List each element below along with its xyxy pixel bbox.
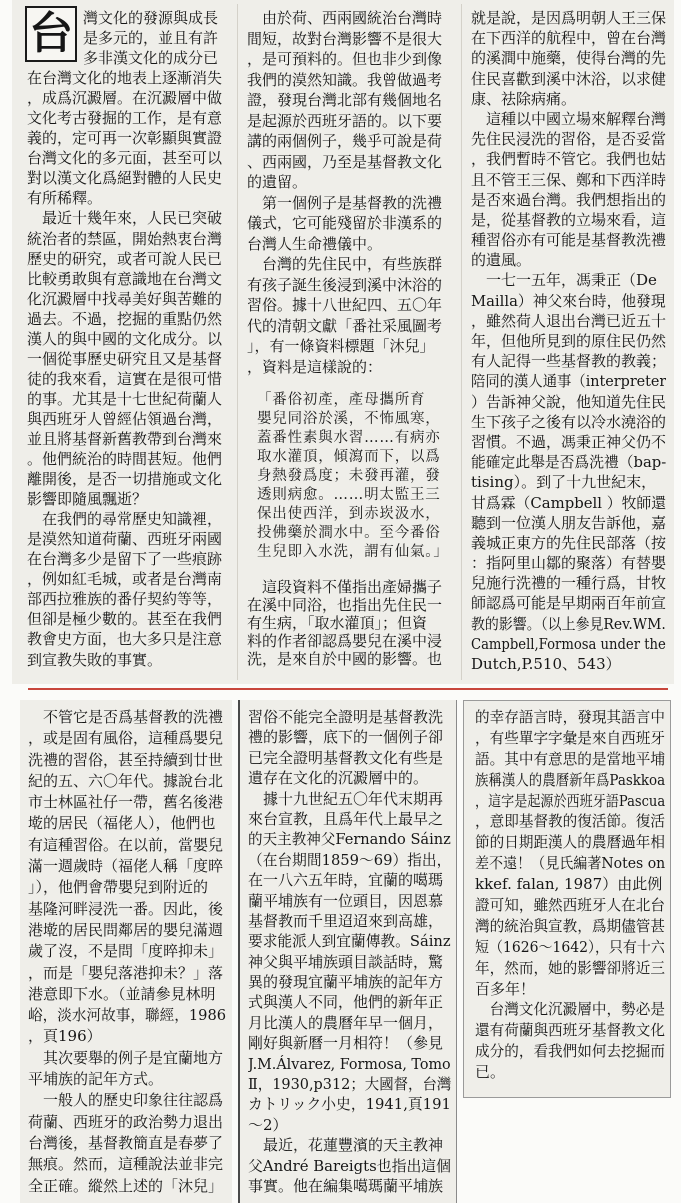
text-line: 節的日期距漢人的農曆過年相 xyxy=(475,833,665,852)
text-line: 灣文化的發源與成長 xyxy=(83,9,219,27)
text-line: 間短，故對台灣影響不是很大 xyxy=(247,29,443,48)
text-line: 有所稀釋。 xyxy=(27,189,103,208)
text-line: 義城正東方的先住民部落（按 xyxy=(471,533,666,552)
text-line: 徒的我來看，這實在是很可惜 xyxy=(27,369,223,388)
text-line: 台灣的先住民中，有些族群 xyxy=(247,255,443,273)
column-top-middle xyxy=(247,8,450,668)
text-line: 我們的漠然知識。我曾做過考 xyxy=(247,70,443,89)
text-line: 蘭平埔族有一位頭目，因恩慕 xyxy=(248,891,444,910)
text-line: 無痕。然而，這種說法並非完 xyxy=(28,1155,224,1174)
text-line: 一個從事歷史研究且又是基督 xyxy=(27,349,223,368)
text-line: 與西班牙人曾經佔領過台灣， xyxy=(27,409,223,428)
text-line: ，成爲沉澱層。在沉澱層中做 xyxy=(27,89,223,108)
text-line: 在台灣多少是留下了一些痕跡 xyxy=(27,550,223,569)
text-line: 式與漢人不同，他們的新年正 xyxy=(248,993,444,1012)
text-line: 兒施行洗禮的一種行爲，甘牧 xyxy=(471,574,666,593)
text-line: 講的兩個例子，幾乎可說是荷 xyxy=(247,132,443,150)
text-line: ：指阿里山鄒的聚落）有替嬰 xyxy=(471,554,666,573)
text-line: 代的清朝文獻「番社采風圖考 xyxy=(247,316,443,335)
text-line: 是多元的，並且有許 xyxy=(83,29,219,48)
text-line: 過去。不過，挖掘的重點仍然 xyxy=(27,309,223,328)
text-line: 影響即隨風飄逝？ xyxy=(27,490,148,509)
text-line: 來台宣教，且爲年代上最早之 xyxy=(248,809,444,828)
column-bottom-middle xyxy=(248,707,451,1196)
text-line: カトリック小史，1941,頁191 xyxy=(248,1095,451,1114)
text-line: 有人記得一些基督教的教義； xyxy=(471,352,666,371)
text-line: 最近，花蓮豐濱的天主教神 xyxy=(248,1136,444,1155)
text-line: 、西兩國，乃至是基督教文化 xyxy=(247,152,443,171)
quote-line: 身熱發爲度；未發再灌，發 xyxy=(257,468,441,484)
text-line: 禮的影響，底下的一個例子卻 xyxy=(248,728,444,747)
text-line: 據十九世紀五〇年代末期再 xyxy=(248,789,444,808)
text-line: 墘的居民（福佬人），他們也 xyxy=(28,814,216,833)
text-line: 對以漢文化爲絕對體的人民史 xyxy=(27,169,223,188)
text-line: 教會史方面，也大多只是注意 xyxy=(27,630,223,649)
text-line: 港墘的居民問鄰居的嬰兒滿週 xyxy=(28,920,224,939)
text-line: 台灣文化沉澱層中，勢必是 xyxy=(475,1000,665,1019)
text-line: 統治者的禁區，開始熱衷台灣 xyxy=(27,229,223,248)
text-line: 先住民浸洗的習俗，是否妥當 xyxy=(471,130,666,149)
text-line: 習俗不能完全證明是基督教洗 xyxy=(248,708,444,726)
text-line: 離開後，是否一切措施或文化 xyxy=(27,470,223,489)
text-line: 由於荷、西兩國統治台灣時 xyxy=(247,9,443,27)
text-line: 是漠然知道荷蘭、西班牙兩國 xyxy=(27,530,223,549)
text-line: 港意即下水。（並請參見林明 xyxy=(28,984,216,1003)
text-line: 灣的統治與宣教，爲期儘管甚 xyxy=(475,916,665,935)
text-line: ，意即基督教的復活節。復活 xyxy=(475,812,665,831)
text-line: 義的，定可再一次彰顯與實證 xyxy=(27,129,223,148)
text-line: 這種以中國立場來解釋台灣 xyxy=(471,109,666,128)
text-line: 就是說，是因爲明朝人王三保 xyxy=(471,9,666,27)
text-line: 遺存在文化的沉澱層中的。 xyxy=(248,769,429,788)
text-line: 證，發現台灣北部有幾個地名 xyxy=(247,91,443,109)
text-line: 的事。尤其是十七世紀荷蘭人 xyxy=(27,389,223,408)
text-line: 歷史的研究，或者可說人民已 xyxy=(27,249,223,268)
text-line: 在下西洋的航程中，曾在台灣 xyxy=(471,29,666,48)
text-line: 平埔族的記年方式。 xyxy=(28,1070,164,1089)
text-line: 的幸存語言時，發現其語言中 xyxy=(475,708,665,726)
text-line: 生下孩子之後有以冷水澆浴的 xyxy=(471,412,666,431)
text-line: 已完全證明基督教文化有些是 xyxy=(248,748,444,767)
quoted-source-block xyxy=(247,391,450,562)
text-line: 陪同的漢人通事（interpreter xyxy=(471,372,666,391)
text-line: 漢人的與中國的文化成分。以 xyxy=(27,329,223,348)
text-line: 異的發現宜蘭平埔族的記年方 xyxy=(248,973,444,992)
text-line: 甘爲霖（Campbell ）牧師還 xyxy=(471,493,666,512)
text-line: 是否來過台灣。我們想指出的 xyxy=(471,190,666,209)
text-line: 一七一五年，馮秉正（De xyxy=(471,271,657,290)
column-gutter xyxy=(237,4,238,680)
text-line: 洗禮的習俗，甚至持續到廿世 xyxy=(28,750,224,769)
text-line: 的遺風。 xyxy=(471,251,532,270)
text-line: 還有荷蘭與西班牙基督教文化 xyxy=(475,1021,665,1040)
text-line: 師認爲可能是早期兩百年前宣 xyxy=(471,594,666,613)
text-line: 荷蘭、西班牙的政治勢力退出 xyxy=(28,1112,224,1131)
text-line: 。他們統治的時間甚短。他們 xyxy=(27,450,223,469)
text-line: 台灣人生命禮儀中。 xyxy=(247,234,383,253)
text-line: 的天主教神父Fernando Sáinz xyxy=(248,830,451,849)
text-line: 」），他們會帶嬰兒到附近的 xyxy=(28,878,209,897)
text-line: 化沉澱層中找尋美好與苦難的 xyxy=(27,289,223,308)
text-line: 證可知，雖然西班牙人在北台 xyxy=(475,896,665,915)
text-line: 並且將基督新舊教帶到台灣來 xyxy=(27,429,223,448)
text-line: 年，但他所見到的原住民仍然 xyxy=(471,332,666,350)
text-line: J.M.Álvarez, Formosa, Tomo xyxy=(248,1054,451,1073)
text-line: 聽到一位漢人朋友告訴他，嘉 xyxy=(471,513,666,532)
text-line: 剛好與新曆一月相符！（參見 xyxy=(248,1034,444,1053)
text-line: 台灣文化的多元面，甚至可以 xyxy=(27,149,223,168)
text-line: 基督教而千里迢迢來到高雄， xyxy=(248,911,444,930)
text-line: 基隆河畔浸洗一番。因此，後 xyxy=(28,899,224,918)
text-line: ，這字是起源於西班牙語Pascua xyxy=(475,791,665,810)
text-line: 比較勇敢與有意識地在台灣文 xyxy=(27,269,223,288)
text-line: ）告訴神父說，他知道先住民 xyxy=(471,392,666,411)
text-line: ，有些單字字彙是來自西班牙 xyxy=(475,728,665,747)
text-line: 住民喜歡到溪中沐浴，以求健 xyxy=(471,69,666,88)
text-line: 的溪澗中施藥，使得台灣的先 xyxy=(471,49,666,68)
text-line: 是，從基督教的立場來看，這 xyxy=(471,210,666,229)
paragraph-block xyxy=(247,578,450,668)
text-line: 到宣教失敗的事實。 xyxy=(27,650,163,669)
text-line: 儀式，它可能殘留於非漢系的 xyxy=(247,214,443,232)
text-line: 台灣後，基督教簡直是春夢了 xyxy=(28,1133,224,1152)
text-line: 有孩子誕生後浸到溪中沐浴的 xyxy=(247,275,443,294)
column-bottom-right xyxy=(475,707,665,1083)
text-line: ，例如紅毛城，或者是台灣南 xyxy=(27,570,223,589)
text-line: ，而是「嬰兒落港抑未？」落 xyxy=(28,963,224,982)
text-line: 第一個例子是基督教的洗禮 xyxy=(247,193,443,212)
text-line: 且不管王三保、鄭和下西洋時 xyxy=(471,170,666,189)
text-line: 習俗。據十八世紀四、五〇年 xyxy=(247,296,443,314)
text-line: ，我們暫時不管它。我們也姑 xyxy=(471,150,666,169)
text-line: 在台灣文化的地表上逐漸消失 xyxy=(27,69,223,88)
quote-line: 蓋番性素與水習……有病亦 xyxy=(257,430,441,446)
quote-line: 取水灌頂，傾瀉而下，以爲 xyxy=(257,449,441,465)
text-line: Campbell,Formosa under the xyxy=(471,634,666,653)
text-line: 有這種習俗。在以前，當嬰兒 xyxy=(28,835,224,854)
column-gutter xyxy=(461,4,462,680)
text-line: 文化考古發掘的工作，是有意 xyxy=(27,109,223,128)
text-line: 語。其中有意思的是當地平埔 xyxy=(475,749,665,768)
text-line: 短（1626～1642），只有十六 xyxy=(475,937,665,956)
text-line: 在一八六五年時，宜蘭的噶瑪 xyxy=(248,871,444,890)
text-line: 神父與平埔族頭目談話時，驚 xyxy=(248,952,444,971)
text-line: 百多年！ xyxy=(475,979,536,998)
drop-cap: 台 xyxy=(25,6,77,62)
quote-line: 嬰兒同浴於溪，不怖風寒， xyxy=(257,411,441,427)
text-line: ，或是固有風俗，這種爲嬰兒 xyxy=(28,729,224,748)
text-line: 種習俗亦有可能是基督教洗禮 xyxy=(471,231,666,250)
text-line: 有生病，「取水灌頂」；但資 xyxy=(247,614,428,632)
text-line: 市士林區社仔一帶，舊名後港 xyxy=(28,793,224,812)
column-top-left xyxy=(27,8,228,670)
text-line: 部西拉雅族的番仔契約等等， xyxy=(27,590,223,609)
text-line: 料的作者卻認爲嬰兒在溪中浸 xyxy=(247,632,443,650)
text-line: 紀的五、六〇年代。據說台北 xyxy=(28,771,224,790)
text-line: 這段資料不僅指出產婦攜子 xyxy=(247,578,443,596)
text-line: 成分的，看我們如何去挖掘而 xyxy=(475,1042,665,1061)
text-line: 教的影響。（以上參見Rev.WM. xyxy=(471,614,666,633)
text-line: ，是可預料的。但也非少到像 xyxy=(247,50,443,68)
text-line: Ⅱ，1930,p312；大國督，台灣 xyxy=(248,1075,451,1094)
section-divider xyxy=(28,688,668,690)
text-line: 歲了沒，不是問「度晬抑未」 xyxy=(28,942,224,961)
text-line: 康、祛除病痛。 xyxy=(471,89,577,108)
column-top-right xyxy=(471,8,666,674)
text-line: 滿一週歲時（福佬人稱「度晬 xyxy=(28,857,224,876)
text-line: 最近十幾年來，人民已突破 xyxy=(27,209,223,228)
text-line: ，頁196） xyxy=(28,1027,102,1046)
quote-line: 透則病愈。……明太監王三 xyxy=(257,487,441,503)
paragraph-block xyxy=(247,8,450,377)
text-line: 差不遠！（見氏編著Notes on xyxy=(475,854,665,873)
text-line: ，雖然荷人退出台灣已近五十 xyxy=(471,311,666,330)
text-line: （在台期間1859～69）指出， xyxy=(248,850,451,869)
text-line: 洗，是來自於中國的影響。也 xyxy=(247,650,443,668)
text-line: 父André Bareigts也指出這個 xyxy=(248,1156,451,1175)
text-line: 在我們的尋常歷史知識裡， xyxy=(27,510,223,529)
text-line: kkef. falan, 1987）由此例 xyxy=(475,875,663,894)
text-line: tising）。到了十九世紀末， xyxy=(471,473,657,492)
text-line: 能確定此舉是否爲洗禮（bap- xyxy=(471,453,666,472)
text-line: Mailla）神父來台時，他發現 xyxy=(471,291,666,310)
text-line: 」，有一條資料標題「沐兒」 xyxy=(247,337,435,355)
text-line: 一般人的歷史印象往往認爲 xyxy=(28,1091,224,1110)
text-line: 的遺留。 xyxy=(247,173,308,191)
text-line: Dutch,P.510、543） xyxy=(471,655,621,673)
column-bottom-left xyxy=(28,707,226,1197)
text-line: 習慣。不過，馮秉正神父仍不 xyxy=(471,432,666,451)
text-line: 全正確。縱然上述的「沐兒」 xyxy=(28,1176,224,1195)
text-line: 族稱漢人的農曆新年爲Paskkoa xyxy=(475,770,665,789)
text-line: 不管它是否爲基督教的洗禮 xyxy=(28,708,224,726)
text-line: 但卻是極少數的。甚至在我們 xyxy=(27,610,223,629)
quote-line: 保出使西洋，到赤崁汲水， xyxy=(257,506,441,522)
text-line: 在溪中同浴，也指出先住民一 xyxy=(247,596,443,614)
text-line: ，資料是這樣說的： xyxy=(247,357,383,376)
text-line: 其次要舉的例子是宜蘭地方 xyxy=(28,1048,224,1067)
quote-line: 「番俗初產，產母攜所育 xyxy=(257,392,426,408)
text-line: 事實。他在編集噶瑪蘭平埔族 xyxy=(248,1176,444,1195)
text-line: 多非漢文化的成分已 xyxy=(83,49,219,68)
text-line: 是起源於西班牙語的。以下要 xyxy=(247,111,443,130)
quote-line: 投佛藥於澗水中。至今番俗 xyxy=(257,525,441,541)
text-line: ～2） xyxy=(248,1115,288,1134)
quote-line: 生兒即入水洗，謂有仙氣。」 xyxy=(257,544,449,560)
text-line: 月比漢人的農曆年早一個月， xyxy=(248,1013,444,1032)
text-line: 已。 xyxy=(475,1063,506,1082)
text-line: 峪，淡水河故事，聯經，1986 xyxy=(28,1006,226,1025)
text-line: 年，然而，她的影響卻將近三 xyxy=(475,958,665,977)
text-line: 要求能派人到宜蘭傳教。Sáinz xyxy=(248,932,451,951)
